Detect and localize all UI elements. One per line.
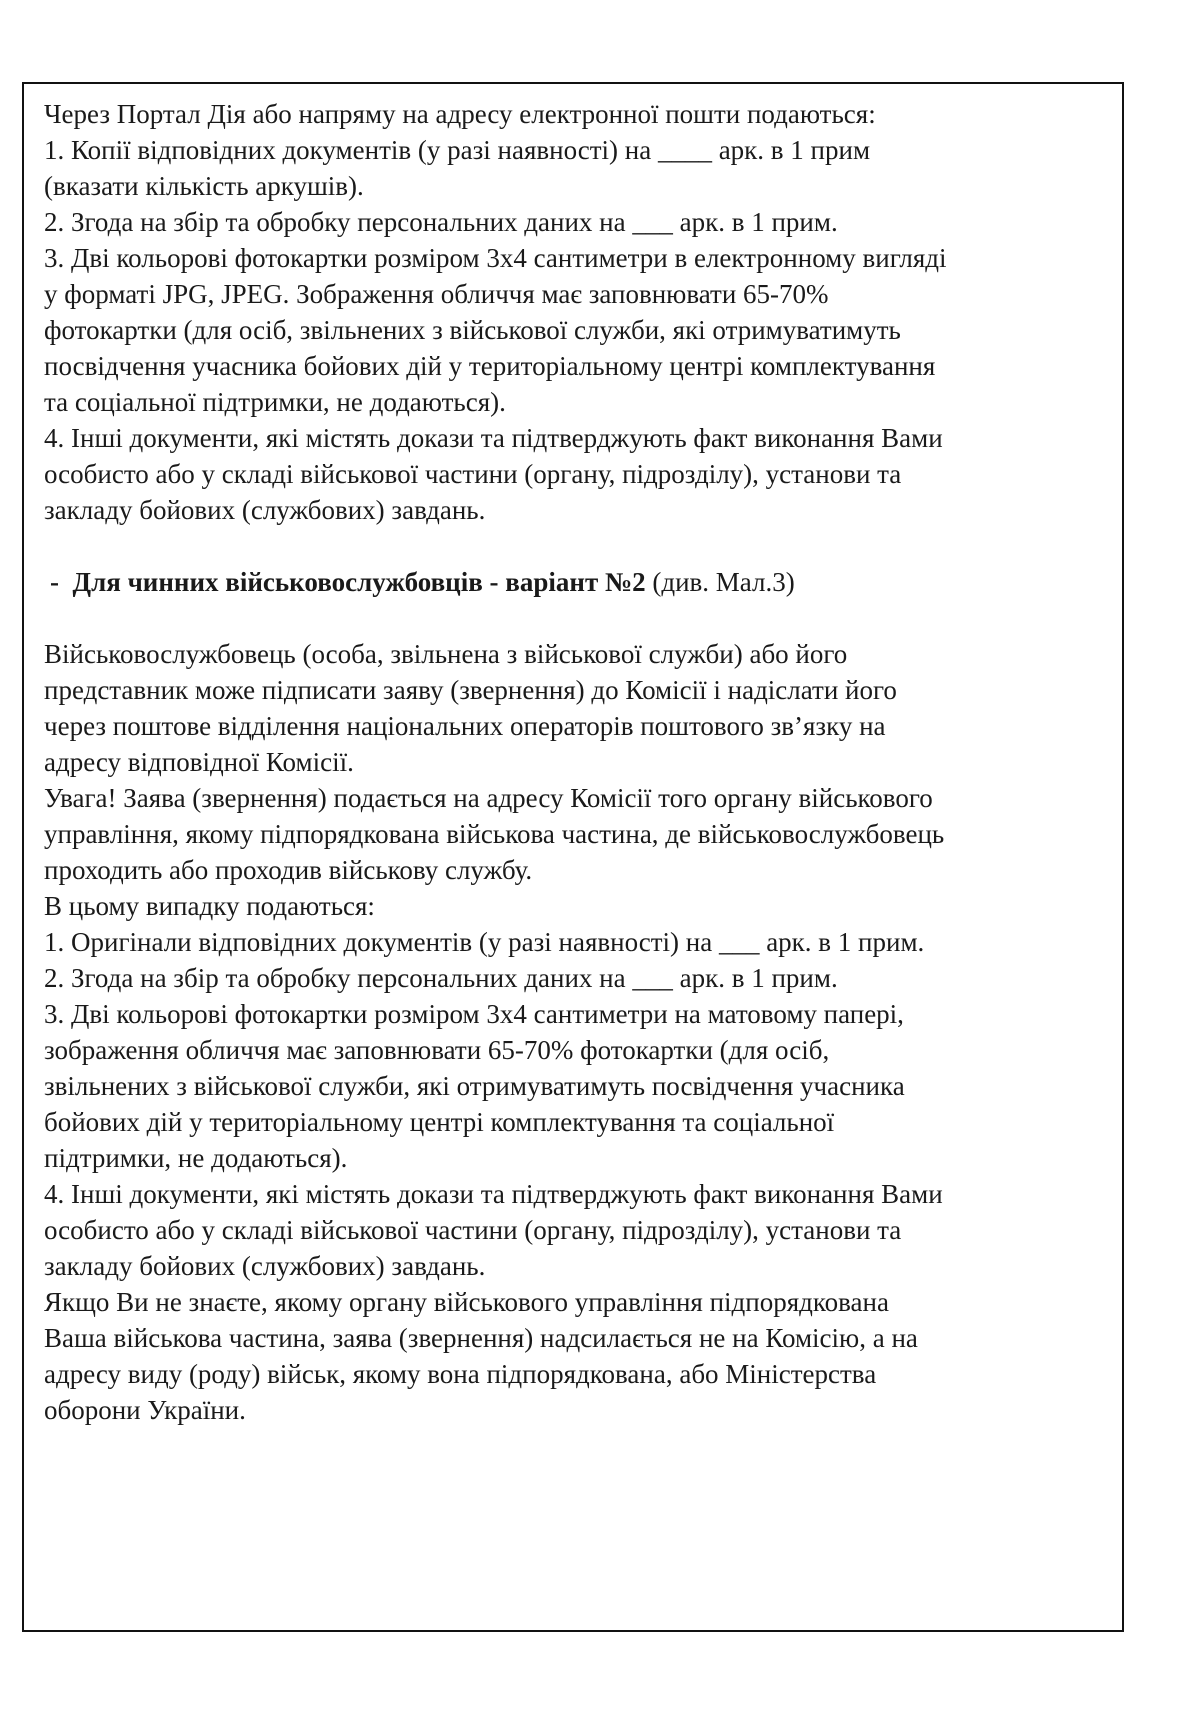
text-line: В цьому випадку подаються: — [44, 891, 375, 921]
text-line: проходить або проходив військову службу. — [44, 855, 533, 885]
text-line: підтримки, не додаються). — [44, 1143, 348, 1173]
text-line: представник може підписати заяву (звернення) до Комісії і надіслати його — [44, 675, 897, 705]
text-line: та соціальної підтримки, не додаються). — [44, 387, 506, 417]
text-line: 1. Копії відповідних документів (у разі наявності) на ____ арк. в 1 прим — [44, 135, 871, 165]
text-line: оборони України. — [44, 1395, 246, 1425]
text-line: бойових дій у територіальному центрі комплектування та соціальної — [44, 1107, 835, 1137]
text-line: Військовослужбовець (особа, звільнена з військової служби) або його — [44, 639, 848, 669]
text-line: 2. Згода на збір та обробку персональних даних на ___ арк. в 1 прим. — [44, 963, 838, 993]
text-line: Увага! Заява (звернення) подається на адресу Комісії того органу військового — [44, 783, 933, 813]
text-line: зображення обличчя має заповнювати 65-70% фотокартки (для осіб, — [44, 1035, 830, 1065]
text-line: звільнених з військової служби, які отримуватимуть посвідчення учасника — [44, 1071, 905, 1101]
text-line: Через Портал Дія або напряму на адресу електронної пошти подаються: — [44, 99, 876, 129]
text-line: (вказати кількість аркушів). — [44, 171, 364, 201]
text-line: 3. Дві кольорові фотокартки розміром 3х4 сантиметри в електронному вигляді — [44, 243, 947, 273]
text-line: 4. Інші документи, які містять докази та підтверджують факт виконання Вами — [44, 1179, 943, 1209]
paragraph-block-2 — [44, 636, 1114, 1428]
text-line: 2. Згода на збір та обробку персональних даних на ___ арк. в 1 прим. — [44, 207, 838, 237]
section-heading-bold: - Для чинних військовослужбовців - варіант №2 — [50, 567, 646, 597]
text-line: закладу бойових (службових) завдань. — [44, 495, 486, 525]
text-line: адресу виду (роду) військ, якому вона підпорядкована, або Міністерства — [44, 1359, 877, 1389]
text-line: особисто або у складі військової частини (органу, підрозділу), установи та — [44, 1215, 902, 1245]
text-line: особисто або у складі військової частини (органу, підрозділу), установи та — [44, 459, 902, 489]
document-body — [44, 96, 1114, 1428]
paragraph-block-1 — [44, 96, 1114, 528]
text-line: управління, якому підпорядкована військова частина, де військовослужбовець — [44, 819, 945, 849]
text-line: Ваша військова частина, заява (звернення) надсилається не на Комісію, а на — [44, 1323, 918, 1353]
section-heading — [44, 564, 1114, 600]
text-line: 4. Інші документи, які містять докази та підтверджують факт виконання Вами — [44, 423, 943, 453]
text-line: посвідчення учасника бойових дій у територіальному центрі комплектування — [44, 351, 936, 381]
text-line: закладу бойових (службових) завдань. — [44, 1251, 486, 1281]
text-line: фотокартки (для осіб, звільнених з військової служби, які отримуватимуть — [44, 315, 901, 345]
text-line: адресу відповідної Комісії. — [44, 747, 354, 777]
text-line: 3. Дві кольорові фотокартки розміром 3х4 сантиметри на матовому папері, — [44, 999, 904, 1029]
text-line: через поштове відділення національних операторів поштового зв’язку на — [44, 711, 886, 741]
spacer — [44, 528, 1114, 564]
text-line: 1. Оригінали відповідних документів (у разі наявності) на ___ арк. в 1 прим. — [44, 927, 925, 957]
text-line: Якщо Ви не знаєте, якому органу військового управління підпорядкована — [44, 1287, 889, 1317]
spacer — [44, 600, 1114, 636]
text-line: у форматі JPG, JPEG. Зображення обличчя має заповнювати 65-70% — [44, 279, 829, 309]
section-heading-note: (див. Мал.3) — [645, 567, 795, 597]
